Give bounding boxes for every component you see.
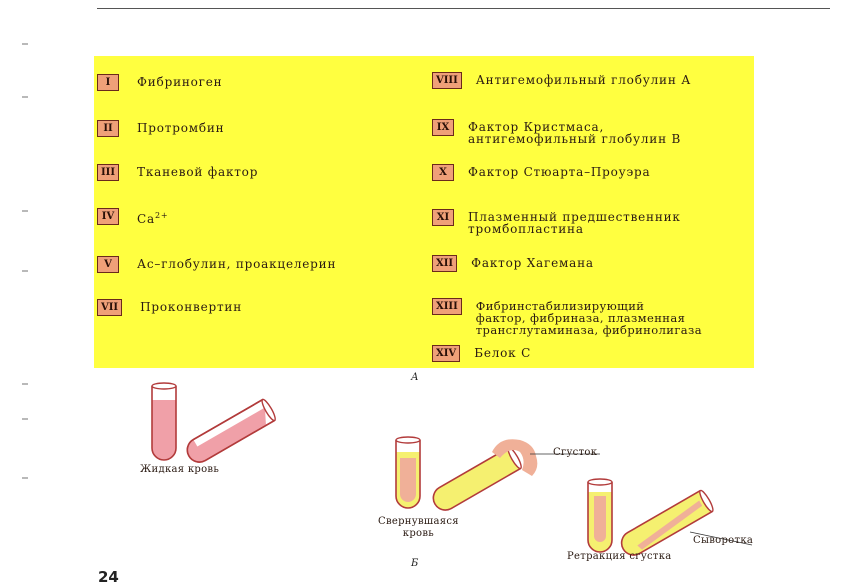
factor-name: Фактор Кристмаса, антигемофильный глобулин В <box>468 120 682 146</box>
figure-b-label: Б <box>411 558 419 569</box>
clotted-blood-caption: Свернувшаяся кровь <box>378 516 459 539</box>
page-number: 24 <box>98 568 119 586</box>
factor-name: Фактор Стюарта–Проуэра <box>468 165 651 179</box>
factor-number-badge: V <box>97 256 119 273</box>
tilted-tube-liquid-blood <box>183 398 277 466</box>
factor-number-badge: II <box>97 120 119 137</box>
liquid-blood-caption: Жидкая кровь <box>140 464 220 475</box>
factor-number-badge: XI <box>432 209 454 226</box>
factor-name: Фибринстабилизирующий фактор, фибриназа, плазменная трансглутаминаза, фибринолигаза <box>475 299 702 337</box>
calcium-symbol: Са <box>137 212 155 226</box>
factor-number-badge: IV <box>97 208 119 225</box>
tilted-tube-clotted-blood <box>429 446 523 514</box>
figure-a-label: А <box>411 372 419 383</box>
factor-number-badge: VII <box>97 299 122 316</box>
factor-name: Ас–глобулин, проакцелерин <box>137 257 337 271</box>
factor-name: Плазменный предшественник тромбопластина <box>468 210 681 236</box>
serum-caption: Сыворотка <box>693 535 754 546</box>
factor-number-badge: VIII <box>432 72 462 89</box>
factor-number-badge: III <box>97 164 119 181</box>
factor-name: Тканевой фактор <box>137 165 259 179</box>
factor-number-badge: XIII <box>432 298 462 315</box>
factor-number-badge: I <box>97 74 119 91</box>
clot-retraction-caption: Ретракция сгустка <box>567 551 672 562</box>
factor-number-badge: XIV <box>432 345 460 362</box>
factor-name: Протромбин <box>137 121 225 135</box>
factor-name: Фибриноген <box>137 75 223 89</box>
clot-caption: Сгусток <box>553 447 598 458</box>
factor-name: Антигемофильный глобулин А <box>475 73 692 87</box>
calcium-charge: 2+ <box>154 211 169 220</box>
factor-number-badge: IX <box>432 119 454 136</box>
upright-tube-retraction <box>588 479 612 552</box>
tilted-tube-retraction <box>617 489 715 559</box>
upright-tube-clotted-blood <box>396 437 420 508</box>
factor-name: Фактор Хагемана <box>471 256 594 270</box>
upright-tube-liquid-blood <box>152 383 176 460</box>
factor-number-badge: X <box>432 164 454 181</box>
factor-name: Проконвертин <box>140 300 242 314</box>
factor-name: Белок С <box>474 346 532 360</box>
factor-number-badge: XII <box>432 255 457 272</box>
